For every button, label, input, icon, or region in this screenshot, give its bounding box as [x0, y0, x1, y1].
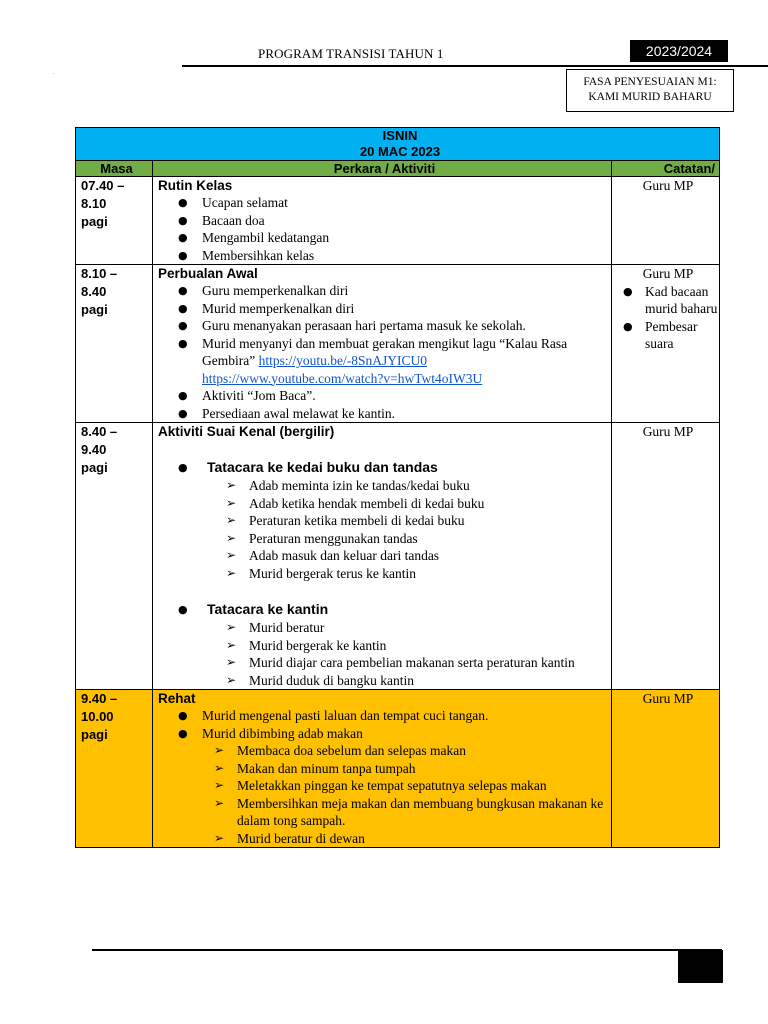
- catatan-cell: Guru MP: [612, 423, 720, 690]
- catatan-cell: [612, 265, 720, 423]
- list-item: ● Ucapan selamat: [178, 194, 611, 212]
- list-item: ➢ Adab ketika hendak membeli di kedai buku: [226, 495, 611, 513]
- list-item: ➢ Murid bergerak terus ke kantin: [226, 565, 611, 583]
- sub-heading: ● Tatacara ke kedai buku dan tandas: [178, 458, 611, 477]
- list-item: ● Mengambil kedatangan: [178, 229, 611, 247]
- youtube-link-2[interactable]: https://www.youtube.com/watch?v=hwTwt4oIW3U: [202, 370, 483, 386]
- aktiviti-cell: [153, 177, 612, 265]
- table-row: [76, 177, 720, 265]
- masa-line: 8.10 –: [81, 266, 118, 281]
- list-item: ● Persediaan awal melawat ke kantin.: [178, 405, 611, 423]
- masa-cell: [76, 265, 153, 423]
- bullet-list: [158, 707, 611, 742]
- day-name: ISNIN: [382, 128, 418, 143]
- list-item: ➢ Peraturan menggunakan tandas: [226, 530, 611, 548]
- column-header-catatan: Catatan/: [612, 161, 720, 177]
- list-item: ● Bacaan doa: [178, 212, 611, 230]
- list-item: [178, 335, 611, 388]
- arrow-list: [158, 742, 611, 847]
- year-badge: 2023/2024: [630, 40, 728, 62]
- day-header-cell: [76, 128, 720, 161]
- catatan-cell: Guru MP: [612, 690, 720, 848]
- arrow-list: [158, 619, 611, 689]
- sub-heading: ● Tatacara ke kantin: [178, 600, 611, 619]
- table-row: [76, 423, 720, 690]
- arrow-list: [158, 477, 611, 582]
- aktiviti-cell: [153, 265, 612, 423]
- catatan-guru: Guru MP: [642, 266, 694, 281]
- masa-line: 10.00: [81, 709, 114, 724]
- schedule-table: [75, 127, 720, 848]
- table-row: [76, 690, 720, 848]
- column-header-aktiviti: Perkara / Aktiviti: [153, 161, 612, 177]
- list-item: ➢ Makan dan minum tanpa tumpah: [214, 760, 611, 778]
- page-dot: .: [53, 70, 55, 76]
- masa-line: 9.40: [81, 442, 107, 457]
- list-item: ➢ Murid duduk di bangku kantin: [226, 672, 611, 690]
- document-title: PROGRAM TRANSISI TAHUN 1: [258, 46, 444, 61]
- table-row: [76, 265, 720, 423]
- aktiviti-cell: [153, 423, 612, 690]
- column-header-row: [76, 161, 720, 177]
- list-item: ● Guru memperkenalkan diri: [178, 282, 611, 300]
- masa-line: 8.40 –: [81, 424, 118, 439]
- catatan-cell: Guru MP: [612, 177, 720, 265]
- phase-box: [566, 69, 734, 112]
- list-item: ➢ Adab masuk dan keluar dari tandas: [226, 547, 611, 565]
- masa-line: 9.40 –: [81, 691, 118, 706]
- list-item: ➢ Meletakkan pinggan ke tempat sepatutnya selepas makan: [214, 777, 611, 795]
- masa-line: pagi: [81, 460, 108, 475]
- bullet-list: [158, 458, 611, 477]
- day-date: 20 MAC 2023: [359, 144, 441, 159]
- youtube-link-1[interactable]: https://youtu.be/-8SnAJYICU0: [258, 353, 427, 368]
- list-item: ➢ Membersihkan meja makan dan membuang bungkusan makanan ke dalam tong sampah.: [214, 795, 611, 830]
- list-item: ● Aktiviti “Jom Baca”.: [178, 387, 611, 405]
- list-item: ● Murid memperkenalkan diri: [178, 300, 611, 318]
- section-title: Aktiviti Suai Kenal (bergilir): [158, 424, 335, 439]
- section-title: Perbualan Awal: [158, 266, 258, 281]
- section-title: Rehat: [158, 691, 196, 706]
- song-text: Murid menyanyi dan membuat gerakan mengikut lagu “Kalau Rasa Gembira”: [202, 335, 568, 368]
- footer-rule: [92, 949, 722, 951]
- list-item: ➢ Murid diajar cara pembelian makanan serta peraturan kantin: [226, 654, 611, 672]
- masa-cell: [76, 690, 153, 848]
- list-item: ➢ Membaca doa sebelum dan selepas makan: [214, 742, 611, 760]
- masa-line: pagi: [81, 214, 108, 229]
- footer-block: [678, 950, 723, 983]
- list-item: ● Membersihkan kelas: [178, 247, 611, 265]
- day-header-row: [76, 128, 720, 161]
- bullet-list: [158, 194, 611, 264]
- list-item: ● Murid dibimbing adab makan: [178, 725, 611, 743]
- masa-cell: [76, 423, 153, 690]
- list-item: ➢ Murid bergerak ke kantin: [226, 637, 611, 655]
- aktiviti-cell: [153, 690, 612, 848]
- bullet-list: [158, 600, 611, 619]
- phase-line-1: FASA PENYESUAIAN M1:: [583, 76, 717, 88]
- list-item: ➢ Murid beratur: [226, 619, 611, 637]
- list-item: ● Murid mengenal pasti laluan dan tempat cuci tangan.: [178, 707, 611, 725]
- phase-line-2: KAMI MURID BAHARU: [588, 91, 712, 103]
- list-item: ➢ Peraturan ketika membeli di kedai buku: [226, 512, 611, 530]
- header-rule: [182, 65, 768, 67]
- masa-line: pagi: [81, 302, 108, 317]
- list-item: ● Kad bacaan murid baharu: [623, 283, 719, 318]
- list-item: ● Guru menanyakan perasaan hari pertama masuk ke sekolah.: [178, 317, 611, 335]
- column-header-masa: Masa: [76, 161, 153, 177]
- section-title: Rutin Kelas: [158, 178, 233, 193]
- list-item: ➢ Adab meminta izin ke tandas/kedai buku: [226, 477, 611, 495]
- list-item: ● Pembesar suara: [623, 318, 719, 353]
- catatan-list: [617, 283, 719, 353]
- masa-line: 07.40 –: [81, 178, 125, 193]
- masa-line: pagi: [81, 727, 108, 742]
- masa-cell: [76, 177, 153, 265]
- list-item: ➢ Murid beratur di dewan: [214, 830, 611, 848]
- bullet-list: [158, 282, 611, 422]
- masa-line: 8.10: [81, 196, 107, 211]
- masa-line: 8.40: [81, 284, 107, 299]
